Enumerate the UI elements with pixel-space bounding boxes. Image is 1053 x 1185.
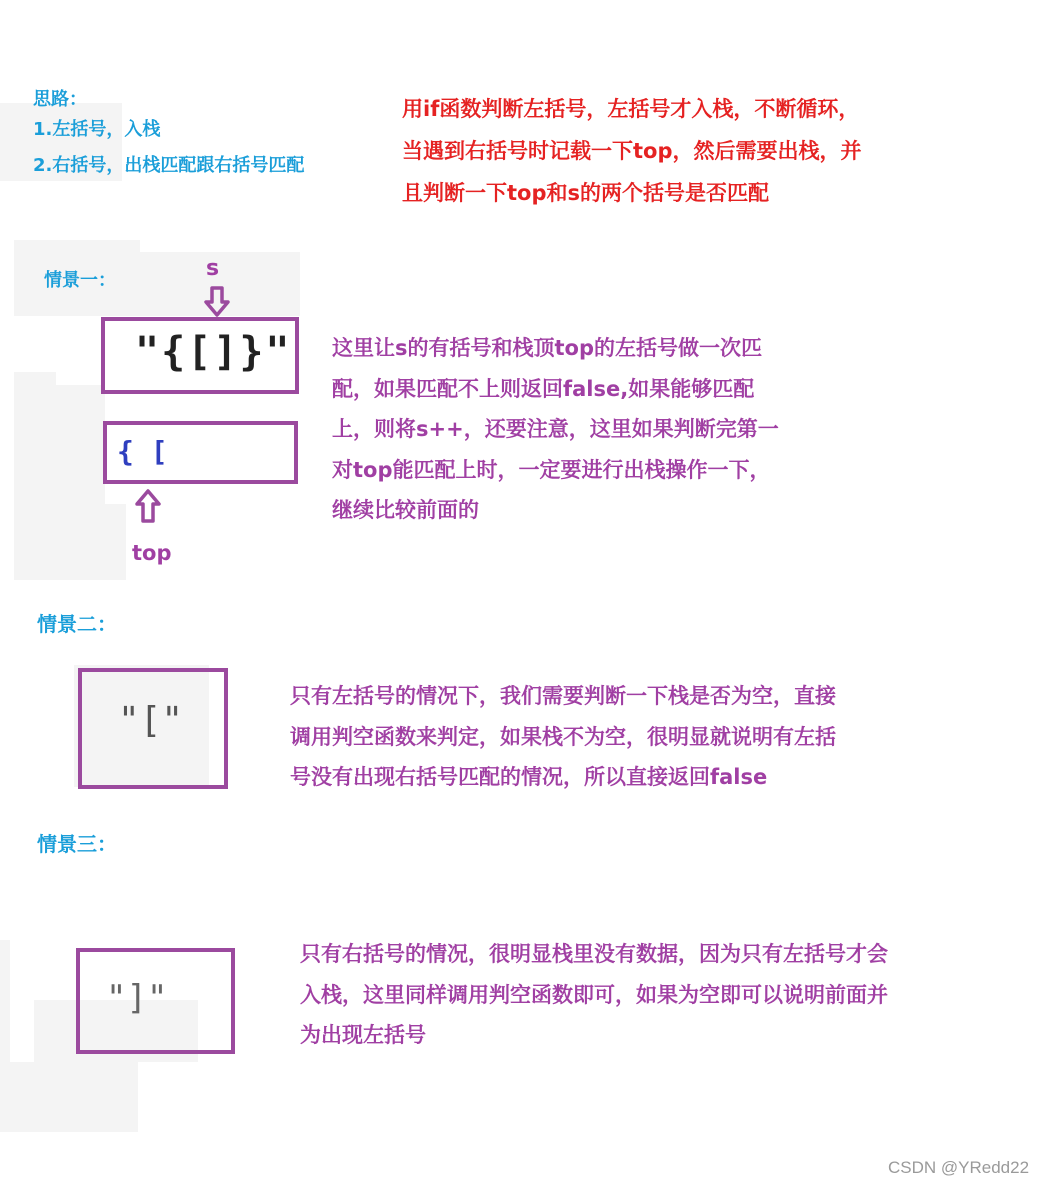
stack-text: { [ <box>117 435 168 468</box>
scenario1-desc-line-4: 对top能匹配上时，一定要进行出栈操作一下， <box>332 457 771 482</box>
scenario1-desc-line-2: 配，如果匹配不上则返回false,如果能够匹配 <box>332 376 755 401</box>
scenario1-desc-line-5: 继续比较前面的 <box>332 498 479 522</box>
scenario3-desc-line-1: 只有右括号的情况，很明显栈里没有数据，因为只有左括号才会 <box>300 942 888 966</box>
scenario2-desc-line-2: 调用判空函数来判定，如果栈不为空，很明显就说明有左括 <box>290 724 836 749</box>
left-bracket-text: "[" <box>118 700 184 741</box>
scenario1-desc-line-3: 上，则将s++，还要注意，这里如果判断完第一 <box>332 417 779 441</box>
string-text: "{[]}" <box>135 329 292 375</box>
top-pointer-label: top <box>132 541 172 565</box>
scenario2-title: 情景二： <box>37 612 117 636</box>
thoughts-item-2: 2.右括号，出栈匹配跟右括号匹配 <box>33 155 305 176</box>
scenario3-title: 情景三： <box>37 832 117 856</box>
scenario1-desc <box>332 328 779 531</box>
main-note-line-2: 当遇到右括号时记载一下top，然后需要出栈，并 <box>402 139 862 163</box>
scenario3-desc <box>300 934 888 1056</box>
main-note-line-1: 用if函数判断左括号，左括号才入栈，不断循环， <box>402 97 860 121</box>
scenario1-title: 情景一： <box>44 270 116 291</box>
thoughts-title: 思路： <box>33 89 87 110</box>
scenario3-desc-line-3: 为出现左括号 <box>300 1023 426 1047</box>
s-pointer-label: s <box>206 256 220 281</box>
thoughts-block <box>33 88 304 184</box>
scenario3-desc-line-2: 入栈，这里同样调用判空函数即可，如果为空即可以说明前面并 <box>300 982 888 1007</box>
down-arrow-icon <box>203 286 231 318</box>
main-note-line-3: 且判断一下top和s的两个括号是否匹配 <box>402 181 769 205</box>
thoughts-item-1: 1.左括号，入栈 <box>33 119 161 140</box>
scenario1-desc-line-1: 这里让s的有括号和栈顶top的左括号做一次匹 <box>332 336 762 360</box>
string-box <box>101 317 299 394</box>
right-bracket-text: "]" <box>106 978 168 1018</box>
watermark: CSDN @YRedd22 <box>888 1158 1030 1177</box>
left-bracket-box <box>78 668 228 789</box>
scenario2-desc-line-3: 号没有出现右括号匹配的情况，所以直接返回false <box>290 765 768 789</box>
scenario2-desc-line-1: 只有左括号的情况下，我们需要判断一下栈是否为空，直接 <box>290 684 836 708</box>
stack-box <box>103 421 298 484</box>
scenario2-desc <box>290 676 836 798</box>
main-note <box>402 88 862 214</box>
up-arrow-icon <box>134 488 162 524</box>
right-bracket-box <box>76 948 235 1054</box>
